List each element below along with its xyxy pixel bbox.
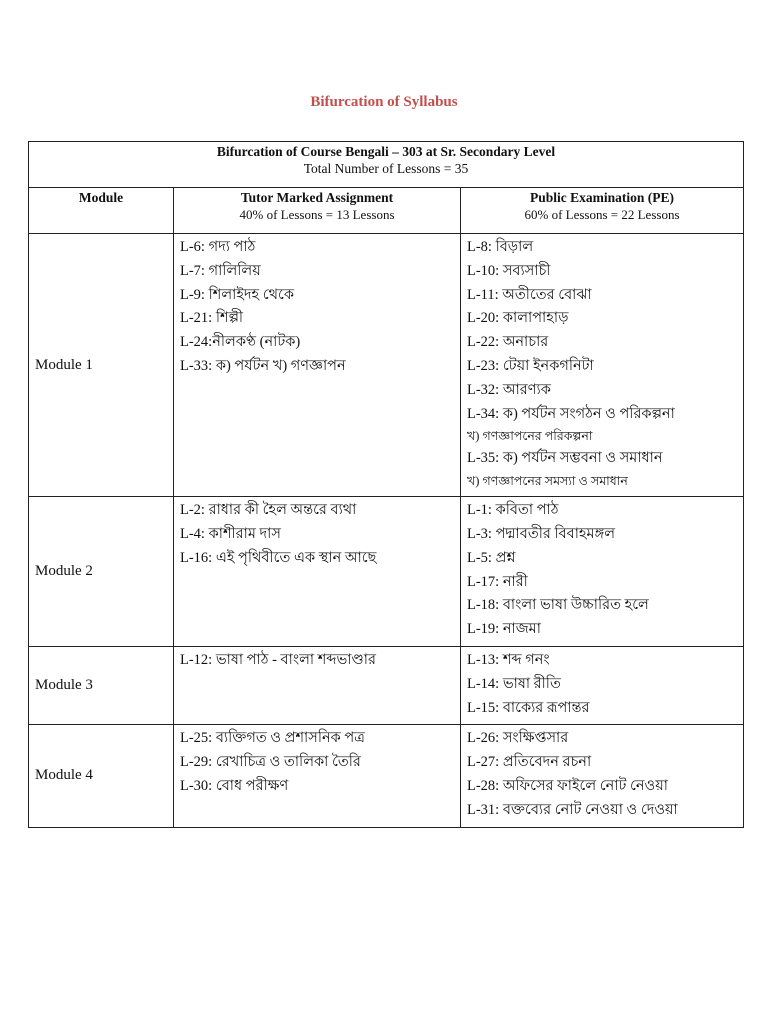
lesson-item: L-12: ভাষা পাঠ - বাংলা শব্দভাণ্ডার	[180, 651, 376, 668]
lesson-item: L-2: রাধার কী হৈল অন্তরে ব্যথা	[180, 502, 357, 519]
lesson-item: L-32: আরণ্যক	[467, 381, 551, 398]
lesson-item: L-4: কাশীরাম দাস	[180, 525, 281, 542]
table-header-cell	[29, 142, 744, 188]
lesson-item: L-5: প্রশ্ন	[467, 549, 516, 566]
tma-cell	[174, 497, 461, 647]
pe-cell	[461, 497, 744, 647]
lesson-item: খ) গণজ্ঞাপনের পরিকল্পনা	[467, 429, 593, 444]
table-header-row	[29, 142, 744, 188]
tma-cell	[174, 725, 461, 827]
module-cell: Module 2	[29, 497, 174, 647]
lesson-item: L-23: টেয়া ইনকগনিটা	[467, 357, 594, 374]
tma-cell	[174, 234, 461, 497]
tma-lesson-list	[174, 497, 460, 574]
table-header-subtitle: Total Number of Lessons = 35	[303, 161, 469, 176]
lesson-item: খ) গণজ্ঞাপনের সমস্যা ও সমাধান	[467, 474, 628, 489]
lesson-item: L-22: অনাচার	[467, 334, 549, 351]
pe-lesson-list	[461, 497, 743, 646]
lesson-item: L-28: অফিসের ফাইলে নোট নেওয়া	[467, 777, 668, 794]
column-header-pe: Public Examination (PE) 60% of Lessons = 22 Lessons	[461, 188, 744, 234]
lesson-item: L-19: নাজমা	[467, 621, 541, 638]
lesson-item: L-30: বোধ পরীক্ষণ	[180, 777, 289, 794]
lesson-item: L-16: এই পৃথিবীতে এক স্থান আছে	[180, 549, 377, 566]
lesson-item: L-35: ক) পর্যটন সম্ভবনা ও সমাধান	[467, 450, 663, 467]
tma-cell	[174, 646, 461, 724]
lesson-item: L-9: শিলাইদহ থেকে	[180, 286, 294, 303]
lesson-item: L-25: ব্যক্তিগত ও প্রশাসনিক পত্র	[180, 730, 365, 747]
column-header-module: Module	[29, 188, 174, 234]
lesson-item: L-33: ক) পর্যটন খ) গণজ্ঞাপন	[180, 357, 346, 374]
tma-lesson-list	[174, 647, 460, 677]
lesson-item: L-14: ভাষা রীতি	[467, 675, 561, 692]
tma-lesson-list	[174, 725, 460, 802]
table-row	[29, 725, 744, 827]
column-header-tma: Tutor Marked Assignment 40% of Lessons = 13 Lessons	[174, 188, 461, 234]
lesson-item: L-15: বাক্যের রূপান্তর	[467, 699, 590, 716]
table-row	[29, 646, 744, 724]
lesson-item: L-7: গালিলিয়	[180, 262, 261, 279]
pe-cell	[461, 646, 744, 724]
lesson-item: L-1: কবিতা পাঠ	[467, 502, 559, 519]
tma-lesson-list	[174, 234, 460, 383]
lesson-item: L-18: বাংলা ভাষা উচ্চারিত হলে	[467, 597, 649, 614]
lesson-item: L-10: সব্যসাচী	[467, 262, 551, 279]
table-row	[29, 497, 744, 647]
syllabus-table	[28, 141, 744, 828]
module-cell: Module 1	[29, 234, 174, 497]
lesson-item: L-26: সংক্ষিপ্তসার	[467, 730, 569, 747]
lesson-item: L-29: রেখাচিত্র ও তালিকা তৈরি	[180, 754, 361, 771]
lesson-item: L-6: গদ্য পাঠ	[180, 239, 256, 255]
lesson-item: L-21: শিল্পী	[180, 310, 244, 327]
pe-cell	[461, 234, 744, 497]
lesson-item: L-27: প্রতিবেদন রচনা	[467, 754, 592, 771]
lesson-item: L-8: বিড়াল	[467, 239, 534, 255]
lesson-item: L-13: শব্দ গনং	[467, 651, 550, 668]
pe-lesson-list	[461, 647, 743, 724]
lesson-item: L-24:নীলকণ্ঠ (নাটক)	[180, 334, 301, 351]
lesson-item: L-31: বক্তব্যের নোট নেওয়া ও দেওয়া	[467, 801, 678, 818]
pe-lesson-list	[461, 725, 743, 826]
module-cell: Module 4	[29, 725, 174, 827]
lesson-item: L-34: ক) পর্যটন সংগঠন ও পরিকল্পনা	[467, 405, 675, 422]
pe-lesson-list	[461, 234, 743, 496]
table-header-title: Bifurcation of Course Bengali – 303 at Sr. Secondary Level	[216, 144, 556, 159]
lesson-item: L-11: অতীতের বোঝা	[467, 286, 592, 303]
module-cell: Module 3	[29, 646, 174, 724]
lesson-item: L-3: পদ্মাবতীর বিবাহমঙ্গল	[467, 525, 616, 542]
table-row	[29, 234, 744, 497]
pe-cell	[461, 725, 744, 827]
column-header-row	[29, 188, 744, 234]
lesson-item: L-20: কালাপাহাড়	[467, 310, 569, 327]
lesson-item: L-17: নারী	[467, 573, 528, 590]
page-title: Bifurcation of Syllabus	[310, 94, 458, 110]
table-body	[29, 234, 744, 828]
